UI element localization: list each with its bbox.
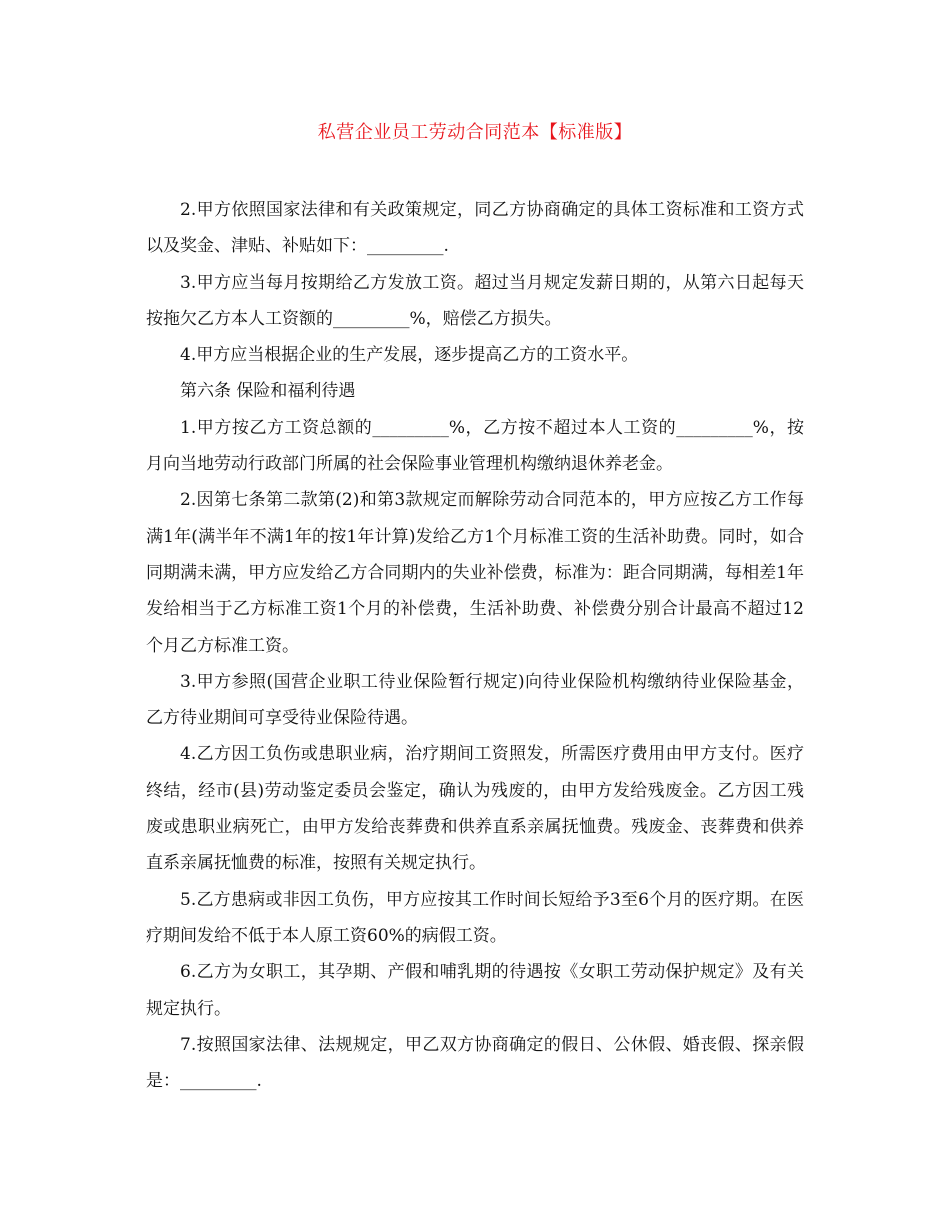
document-body bbox=[146, 192, 804, 1099]
paragraph-wage-standard: 2.甲方依照国家法律和有关政策规定，同乙方协商确定的具体工资标准和工资方式以及奖金、津贴、补贴如下：_________. bbox=[146, 200, 804, 257]
paragraph-female-employee: 6.乙方为女职工，其孕期、产假和哺乳期的待遇按《女职工劳动保护规定》及有关规定执行。 bbox=[146, 962, 804, 1019]
document-title: 私营企业员工劳动合同范本【标准版】 bbox=[317, 122, 633, 143]
paragraph-wage-increase: 4.甲方应当根据企业的生产发展，逐步提高乙方的工资水平。 bbox=[180, 345, 639, 366]
section-heading-insurance-welfare: 第六条 保险和福利待遇 bbox=[180, 381, 356, 402]
paragraph-pension: 1.甲方按乙方工资总额的_________%，乙方按不超过本人工资的_________%，按月向当地劳动行政部门所属的社会保险事业管理机构缴纳退休养老金。 bbox=[146, 417, 804, 475]
paragraph-wage-payment: 3.甲方应当每月按期给乙方发放工资。超过当月规定发薪日期的，从第六日起每天按拖欠乙方本人工资额的_________%，赔偿乙方损失。 bbox=[146, 272, 804, 329]
paragraph-unemployment-insurance: 3.甲方参照(国营企业职工待业保险暂行规定)向待业保险机构缴纳待业保险基金，乙方待业期间可享受待业保险待遇。 bbox=[146, 671, 804, 729]
paragraph-work-injury: 4.乙方因工负伤或患职业病，治疗期间工资照发，所需医疗费用由甲方支付。医疗终结，经市(县)劳动鉴定委员会鉴定，确认为残废的，由甲方发给残废金。乙方因工残废或患职业病死亡，由甲方发给丧葬费和供养直系亲属抚恤费。残废金、丧葬费和供养直系亲属抚恤费的标准，按照有关规定执行。 bbox=[146, 744, 804, 874]
paragraph-medical-period: 5.乙方患病或非因工负伤，甲方应按其工作时间长短给予3至6个月的医疗期。在医疗期间发给不低于本人原工资60%的病假工资。 bbox=[146, 889, 804, 946]
paragraph-holidays: 7.按照国家法律、法规规定，甲乙双方协商确定的假日、公休假、婚丧假、探亲假是：_________. bbox=[146, 1034, 804, 1092]
paragraph-living-subsidy: 2.因第七条第二款第(2)和第3款规定而解除劳动合同范本的，甲方应按乙方工作每满1年(满半年不满1年的按1年计算)发给乙方1个月标准工资的生活补助费。同时，如合同期满未满，甲方应发给乙方合同期内的失业补偿费，标准为：距合同期满，每相差1年发给相当于乙方标准工资1个月的补偿费，生活补助费、补偿费分别合计最高不超过12个月乙方标准工资。 bbox=[146, 490, 804, 656]
